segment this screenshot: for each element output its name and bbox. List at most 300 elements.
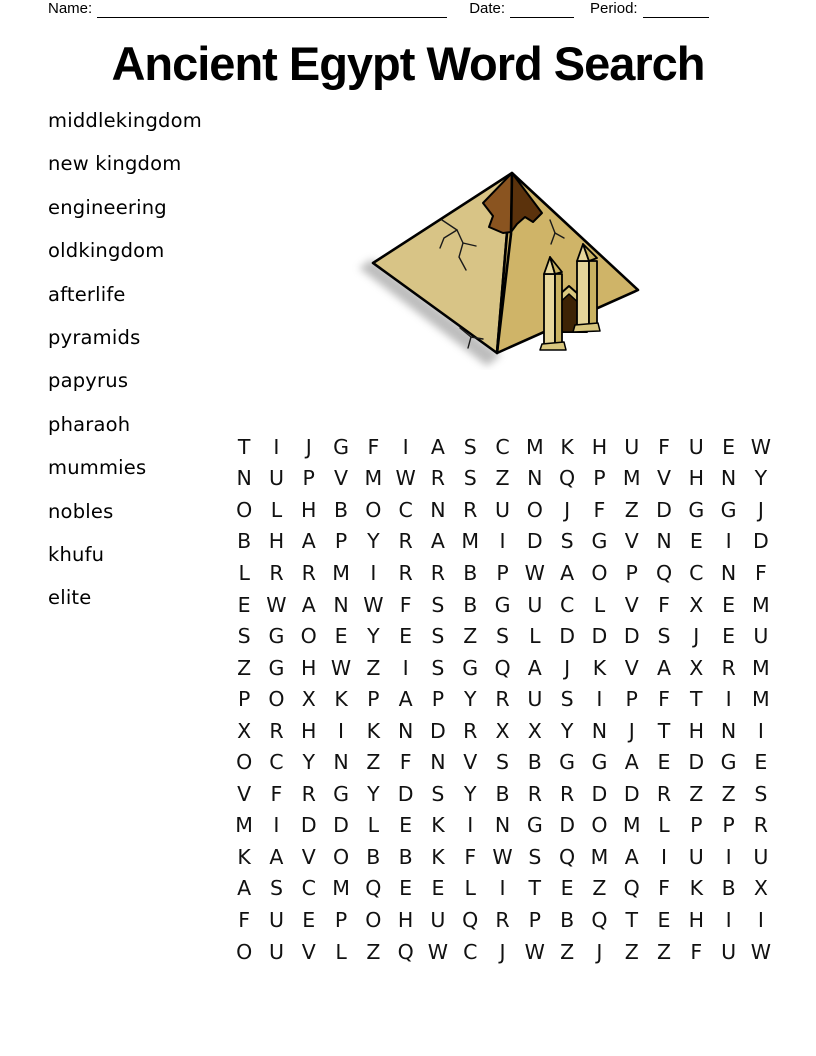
- pyramid-svg: [345, 160, 680, 370]
- grid-letter: G: [688, 497, 705, 522]
- grid-letter: L: [464, 876, 476, 901]
- grid-letter: I: [757, 907, 764, 932]
- grid-letter: D: [526, 529, 543, 554]
- word-list-item: pharaoh: [48, 412, 131, 436]
- grid-letter: H: [268, 529, 285, 554]
- grid-letter: T: [690, 687, 703, 712]
- grid-letter: W: [524, 560, 545, 585]
- grid-letter: Z: [592, 876, 607, 901]
- grid-letter: W: [750, 434, 772, 459]
- grid-letter: E: [431, 876, 445, 901]
- grid-letter: N: [236, 466, 252, 491]
- grid-letter: D: [591, 624, 608, 649]
- grid-letter: S: [560, 529, 574, 554]
- grid-letter: R: [398, 529, 413, 554]
- grid-letter: Q: [591, 907, 608, 932]
- grid-letter: U: [495, 497, 511, 522]
- grid-letter: I: [338, 718, 345, 743]
- grid-letter: E: [560, 876, 574, 901]
- grid-letter: F: [399, 592, 412, 617]
- grid-letter: W: [524, 939, 545, 964]
- grid-letter: S: [463, 466, 477, 491]
- grid-letter: O: [365, 907, 382, 932]
- grid-letter: Q: [655, 560, 673, 585]
- grid-letter: R: [269, 718, 284, 743]
- period-fill-line: [643, 2, 709, 18]
- grid-letter: U: [688, 844, 704, 869]
- grid-letter: Z: [366, 939, 381, 964]
- grid-letter: X: [237, 718, 252, 743]
- word-list-item: new kingdom: [48, 152, 182, 176]
- grid-letter: K: [592, 655, 607, 680]
- grid-letter: R: [301, 781, 316, 806]
- grid-letter: X: [753, 876, 768, 901]
- grid-letter: B: [366, 844, 381, 869]
- grid-letter: T: [237, 434, 251, 459]
- grid-letter: Q: [462, 907, 479, 932]
- grid-letter: Q: [365, 876, 382, 901]
- grid-letter: L: [658, 813, 670, 838]
- grid-letter: Z: [721, 781, 736, 806]
- grid-letter: I: [499, 529, 506, 554]
- grid-letter: I: [725, 844, 732, 869]
- grid-letter: K: [431, 844, 445, 869]
- grid-letter: D: [623, 624, 640, 649]
- grid-letter: U: [527, 592, 543, 617]
- grid-letter: U: [624, 434, 640, 459]
- grid-letter: D: [397, 781, 414, 806]
- grid-letter: E: [334, 624, 348, 649]
- grid-letter: O: [300, 624, 317, 649]
- grid-letter: E: [722, 592, 736, 617]
- grid-letter: S: [431, 781, 445, 806]
- grid-letter: P: [431, 687, 445, 712]
- grid-letter: P: [722, 813, 735, 838]
- date-label: Date:: [469, 0, 506, 17]
- grid-letter: Z: [656, 939, 672, 964]
- grid-letter: V: [624, 655, 639, 680]
- grid-letter: B: [560, 907, 575, 932]
- word-list-item: khufu: [48, 542, 105, 566]
- grid-letter: A: [398, 687, 413, 712]
- grid-letter: E: [237, 592, 251, 617]
- grid-letter: R: [463, 497, 478, 522]
- grid-letter: N: [720, 560, 737, 585]
- grid-letter: L: [529, 624, 541, 649]
- grid-letter: P: [334, 907, 348, 932]
- grid-letter: H: [301, 718, 317, 743]
- grid-letter: D: [559, 624, 576, 649]
- grid-letter: N: [333, 592, 349, 617]
- grid-letter: O: [365, 497, 382, 522]
- grid-letter: R: [398, 560, 413, 585]
- grid-letter: A: [624, 844, 639, 869]
- grid-letter: F: [464, 844, 477, 869]
- grid-letter: M: [235, 813, 253, 838]
- grid-letter: Q: [494, 655, 511, 680]
- grid-letter: V: [656, 466, 672, 491]
- grid-letter: H: [591, 434, 608, 459]
- grid-letter: H: [688, 907, 705, 932]
- grid-letter: O: [591, 560, 608, 585]
- grid-letter: P: [625, 687, 638, 712]
- grid-letter: Z: [366, 750, 381, 775]
- grid-letter: B: [527, 750, 542, 775]
- grid-letter: S: [237, 624, 251, 649]
- grid-letter: U: [268, 907, 284, 932]
- grid-letter: V: [624, 592, 639, 617]
- grid-letter: I: [596, 687, 603, 712]
- grid-letter: W: [363, 592, 384, 617]
- grid-letter: B: [721, 876, 736, 901]
- grid-letter: S: [657, 624, 671, 649]
- grid-letter: I: [725, 529, 732, 554]
- grid-letter: X: [689, 655, 704, 680]
- grid-letter: J: [305, 434, 312, 459]
- grid-letter: H: [301, 655, 317, 680]
- grid-letter: R: [463, 718, 478, 743]
- grid-letter: D: [688, 750, 705, 775]
- grid-letter: U: [753, 844, 769, 869]
- grid-letter: D: [656, 497, 672, 522]
- grid-letter: R: [656, 781, 672, 806]
- grid-letter: R: [721, 655, 736, 680]
- grid-letter: G: [462, 655, 479, 680]
- grid-letter: E: [399, 876, 413, 901]
- grid-letter: P: [367, 687, 380, 712]
- grid-letter: J: [564, 497, 571, 522]
- grid-letter: M: [525, 434, 544, 459]
- grid-letter: B: [237, 529, 252, 554]
- grid-letter: I: [273, 434, 280, 459]
- grid-letter: Z: [624, 939, 639, 964]
- grid-letter: P: [302, 466, 315, 491]
- grid-letter: V: [237, 781, 252, 806]
- grid-letter: C: [559, 592, 575, 617]
- grid-letter: S: [431, 655, 445, 680]
- grid-letter: F: [270, 781, 283, 806]
- grid-letter: J: [628, 718, 635, 743]
- grid-letter: Y: [302, 750, 315, 775]
- grid-letter: A: [430, 529, 445, 554]
- grid-letter: G: [494, 592, 511, 617]
- grid-letter: F: [658, 592, 670, 617]
- grid-letter: D: [333, 813, 349, 838]
- grid-letter: U: [268, 466, 284, 491]
- grid-letter: N: [656, 529, 672, 554]
- grid-letter: E: [722, 624, 736, 649]
- grid-letter: Y: [463, 687, 477, 712]
- grid-letter: A: [237, 876, 252, 901]
- grid-letter: T: [625, 907, 638, 932]
- grid-letter: J: [499, 939, 506, 964]
- grid-letter: H: [688, 718, 705, 743]
- grid-letter: V: [624, 529, 639, 554]
- grid-letter: B: [398, 844, 413, 869]
- grid-letter: L: [367, 813, 380, 838]
- grid-letter: Y: [367, 529, 380, 554]
- grid-letter: A: [269, 844, 284, 869]
- grid-letter: Z: [463, 624, 478, 649]
- grid-letter: E: [302, 907, 316, 932]
- grid-letter: S: [496, 624, 510, 649]
- grid-letter: F: [658, 687, 670, 712]
- grid-letter: K: [366, 718, 381, 743]
- grid-letter: C: [269, 750, 284, 775]
- grid-letter: G: [591, 529, 608, 554]
- grid-letter: P: [334, 529, 348, 554]
- grid-letter: A: [527, 655, 542, 680]
- grid-letter: U: [688, 434, 704, 459]
- word-list: [48, 99, 202, 620]
- grid-letter: A: [624, 750, 639, 775]
- grid-letter: Y: [463, 781, 477, 806]
- grid-letter: L: [238, 560, 250, 585]
- grid-letter: P: [528, 907, 541, 932]
- grid-letter: H: [688, 466, 705, 491]
- grid-letter: B: [334, 497, 349, 522]
- grid-letter: K: [237, 844, 251, 869]
- word-list-item: oldkingdom: [48, 239, 165, 263]
- grid-letter: L: [593, 592, 606, 617]
- word-list-item: mummies: [48, 456, 147, 480]
- grid-letter: S: [463, 434, 477, 459]
- grid-letter: N: [527, 466, 543, 491]
- grid-letter: H: [301, 497, 317, 522]
- grid-letter: A: [656, 655, 672, 680]
- grid-letter: S: [528, 844, 542, 869]
- grid-letter: X: [301, 687, 316, 712]
- grid-letter: Y: [367, 624, 380, 649]
- grid-letter: P: [593, 466, 606, 491]
- grid-letter: I: [467, 813, 474, 838]
- grid-letter: S: [431, 592, 445, 617]
- grid-letter: U: [753, 624, 769, 649]
- grid-letter: J: [693, 624, 700, 649]
- word-list-item: pyramids: [48, 325, 141, 349]
- grid-letter: C: [398, 497, 413, 522]
- grid-letter: S: [496, 750, 510, 775]
- grid-letter: R: [559, 781, 575, 806]
- grid-letter: M: [332, 560, 350, 585]
- grid-letter: X: [689, 592, 704, 617]
- grid-letter: I: [370, 560, 377, 585]
- grid-letter: N: [720, 466, 737, 491]
- grid-letter: O: [526, 497, 543, 522]
- grid-letter: K: [560, 434, 574, 459]
- name-label: Name:: [48, 0, 93, 17]
- grid-letter: N: [494, 813, 511, 838]
- grid-letter: I: [402, 655, 409, 680]
- grid-letter: Y: [560, 718, 574, 743]
- grid-letter: M: [752, 687, 770, 712]
- grid-letter: Q: [397, 939, 414, 964]
- grid-letter: Z: [624, 497, 639, 522]
- grid-letter: M: [622, 466, 641, 491]
- word-list-item: engineering: [48, 195, 167, 219]
- grid-letter: D: [623, 781, 640, 806]
- grid-letter: K: [431, 813, 445, 838]
- grid-letter: S: [269, 876, 283, 901]
- grid-letter: C: [301, 876, 316, 901]
- grid-letter: I: [725, 687, 732, 712]
- grid-letter: I: [402, 434, 409, 459]
- grid-letter: U: [268, 939, 284, 964]
- grid-letter: F: [690, 939, 703, 964]
- grid-letter: Q: [559, 844, 576, 869]
- grid-letter: B: [495, 781, 510, 806]
- grid-letter: T: [657, 718, 671, 743]
- grid-letter: Z: [366, 655, 381, 680]
- grid-letter: S: [754, 781, 768, 806]
- grid-letter: G: [526, 813, 543, 838]
- grid-letter: R: [269, 560, 284, 585]
- grid-letter: X: [527, 718, 542, 743]
- grid-letter: Z: [495, 466, 510, 491]
- grid-letter: F: [593, 497, 606, 522]
- grid-letter: R: [527, 781, 542, 806]
- grid-letter: O: [268, 687, 285, 712]
- grid-letter: R: [753, 813, 769, 838]
- grid-letter: W: [395, 466, 416, 491]
- word-list-item: elite: [48, 586, 92, 610]
- grid-letter: Z: [237, 655, 252, 680]
- grid-letter: I: [273, 813, 280, 838]
- grid-letter: Z: [560, 939, 575, 964]
- period-label: Period:: [590, 0, 638, 17]
- grid-letter: N: [720, 718, 737, 743]
- grid-letter: W: [330, 655, 352, 680]
- grid-letter: P: [690, 813, 703, 838]
- grid-letter: F: [658, 434, 670, 459]
- word-list-item: papyrus: [48, 369, 129, 393]
- grid-letter: D: [430, 718, 446, 743]
- grid-letter: D: [591, 781, 608, 806]
- grid-letter: W: [750, 939, 772, 964]
- grid-letter: O: [236, 939, 253, 964]
- grid-letter: I: [660, 844, 668, 869]
- grid-letter: A: [301, 529, 316, 554]
- grid-letter: R: [301, 560, 316, 585]
- word-list-item: nobles: [48, 499, 114, 523]
- name-fill-line: [97, 2, 447, 18]
- grid-letter: U: [430, 907, 446, 932]
- grid-letter: E: [399, 813, 413, 838]
- date-fill-line: [510, 2, 574, 18]
- grid-letter: R: [430, 466, 446, 491]
- grid-letter: T: [528, 876, 542, 901]
- letter-grid: [228, 431, 777, 967]
- grid-letter: M: [752, 655, 770, 680]
- grid-letter: G: [720, 497, 737, 522]
- grid-letter: Y: [754, 466, 768, 491]
- grid-letter: L: [335, 939, 347, 964]
- grid-letter: N: [430, 750, 446, 775]
- grid-letter: M: [752, 592, 770, 617]
- grid-letter: F: [399, 750, 412, 775]
- grid-letter: X: [495, 718, 510, 743]
- grid-letter: V: [301, 844, 316, 869]
- grid-letter: B: [463, 560, 478, 585]
- grid-letter: V: [463, 750, 478, 775]
- grid-letter: E: [689, 529, 703, 554]
- grid-letter: S: [431, 624, 445, 649]
- grid-letter: C: [463, 939, 478, 964]
- grid-letter: O: [236, 750, 253, 775]
- grid-letter: S: [560, 687, 574, 712]
- grid-letter: A: [430, 434, 445, 459]
- grid-letter: I: [725, 907, 732, 932]
- grid-letter: U: [721, 939, 737, 964]
- grid-letter: B: [463, 592, 478, 617]
- grid-letter: O: [591, 813, 608, 838]
- header-row: [48, 0, 709, 18]
- grid-letter: P: [496, 560, 509, 585]
- grid-letter: D: [300, 813, 317, 838]
- grid-letter: K: [689, 876, 704, 901]
- grid-letter: M: [461, 529, 480, 554]
- grid-letter: W: [427, 939, 449, 964]
- grid-letter: C: [495, 434, 510, 459]
- word-list-item: middlekingdom: [48, 109, 202, 132]
- grid-letter: R: [430, 560, 446, 585]
- grid-letter: Y: [367, 781, 380, 806]
- grid-letter: P: [625, 560, 638, 585]
- grid-letter: N: [397, 718, 414, 743]
- grid-letter: J: [596, 939, 603, 964]
- grid-letter: V: [301, 939, 316, 964]
- grid-letter: N: [430, 497, 446, 522]
- grid-letter: A: [301, 592, 316, 617]
- page-title: Ancient Egypt Word Search: [111, 37, 705, 90]
- grid-letter: G: [268, 624, 285, 649]
- grid-letter: W: [492, 844, 513, 869]
- grid-letter: I: [757, 718, 764, 743]
- grid-letter: E: [657, 907, 671, 932]
- grid-letter: G: [333, 781, 349, 806]
- grid-letter: F: [658, 876, 670, 901]
- grid-letter: D: [753, 529, 769, 554]
- grid-letter: G: [720, 750, 737, 775]
- grid-letter: I: [499, 876, 506, 901]
- grid-letter: N: [333, 750, 349, 775]
- grid-letter: J: [564, 655, 571, 680]
- grid-letter: E: [657, 750, 671, 775]
- grid-letter: P: [237, 687, 251, 712]
- grid-letter: E: [722, 434, 736, 459]
- grid-letter: W: [266, 592, 287, 617]
- grid-letter: O: [236, 497, 253, 522]
- grid-letter: E: [399, 624, 413, 649]
- grid-letter: E: [754, 750, 768, 775]
- grid-letter: R: [495, 907, 510, 932]
- grid-letter: G: [559, 750, 576, 775]
- grid-letter: Q: [559, 466, 576, 491]
- grid-letter: V: [334, 466, 349, 491]
- grid-letter: Z: [689, 781, 704, 806]
- grid-letter: F: [238, 907, 251, 932]
- grid-letter: H: [397, 907, 414, 932]
- grid-letter: F: [367, 434, 380, 459]
- grid-letter: M: [590, 844, 609, 869]
- grid-letter: J: [757, 497, 764, 522]
- grid-letter: F: [755, 560, 767, 585]
- grid-letter: G: [268, 655, 285, 680]
- word-list-item: afterlife: [48, 282, 126, 306]
- grid-letter: M: [622, 813, 641, 838]
- grid-letter: M: [364, 466, 383, 491]
- grid-letter: M: [332, 876, 350, 901]
